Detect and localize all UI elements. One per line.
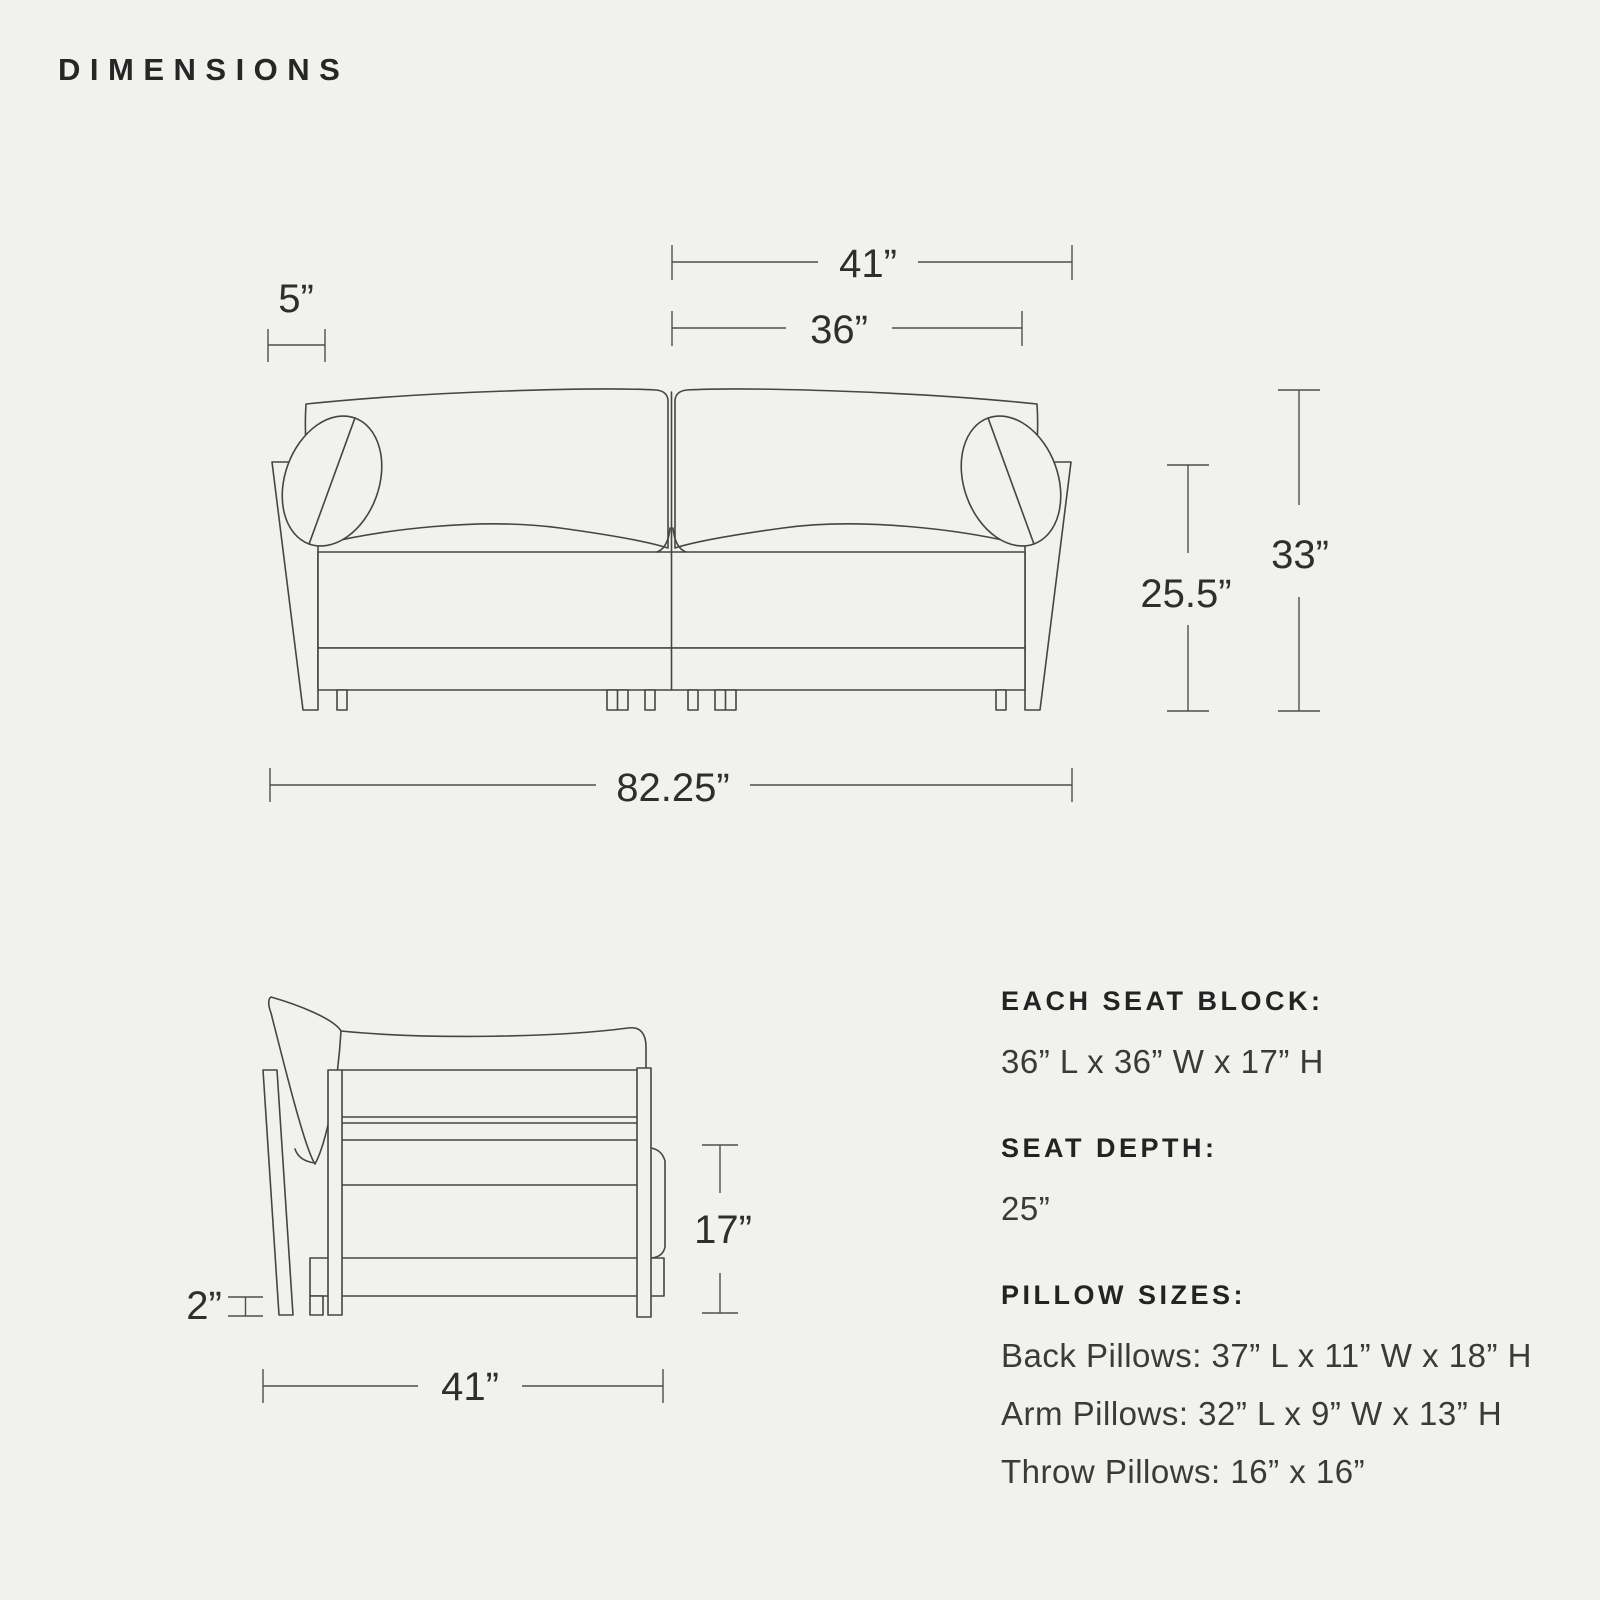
spec-heading: SEAT DEPTH: <box>1001 1133 1218 1163</box>
dim-leg-height <box>228 1297 263 1316</box>
side-back-panel <box>263 1070 293 1315</box>
side-left-stile <box>328 1070 342 1315</box>
side-frame-rails <box>342 1070 637 1185</box>
dim-arm-width <box>268 329 325 362</box>
label-overall-depth: 41” <box>441 1365 499 1409</box>
side-left-leg <box>310 1296 323 1315</box>
spec-line: 25” <box>1001 1190 1051 1227</box>
sofa-front-view-drawing <box>265 389 1078 710</box>
label-seat-block-width: 41” <box>839 242 897 286</box>
label-arm-width: 5” <box>278 277 314 321</box>
front-legs <box>337 690 1006 710</box>
spec-line: Back Pillows: 37” L x 11” W x 18” H <box>1001 1337 1532 1374</box>
sofa-side-view-drawing <box>263 997 665 1317</box>
label-back-cushion-width: 36” <box>810 308 868 352</box>
spec-section-pillow-sizes <box>1001 1280 1561 1501</box>
label-overall-height: 33” <box>1271 533 1329 577</box>
label-leg-height: 2” <box>186 1284 222 1328</box>
spec-section-seat-block <box>1001 986 1561 1091</box>
side-bottom-rail <box>310 1258 664 1296</box>
spec-line: 36” L x 36” W x 17” H <box>1001 1043 1324 1080</box>
spec-heading: EACH SEAT BLOCK: <box>1001 986 1324 1016</box>
spec-line: Arm Pillows: 32” L x 9” W x 13” H <box>1001 1395 1503 1432</box>
label-seat-height: 17” <box>694 1208 752 1252</box>
side-top-cushion <box>341 1028 646 1068</box>
spec-section-seat-depth <box>1001 1133 1561 1238</box>
side-right-stile <box>637 1068 651 1317</box>
specs-panel <box>1001 986 1561 1543</box>
page-title: DIMENSIONS <box>58 52 350 87</box>
label-arm-height: 25.5” <box>1140 572 1232 616</box>
label-overall-width: 82.25” <box>616 766 730 810</box>
spec-heading: PILLOW SIZES: <box>1001 1280 1246 1310</box>
spec-line: Throw Pillows: 16” x 16” <box>1001 1453 1366 1490</box>
